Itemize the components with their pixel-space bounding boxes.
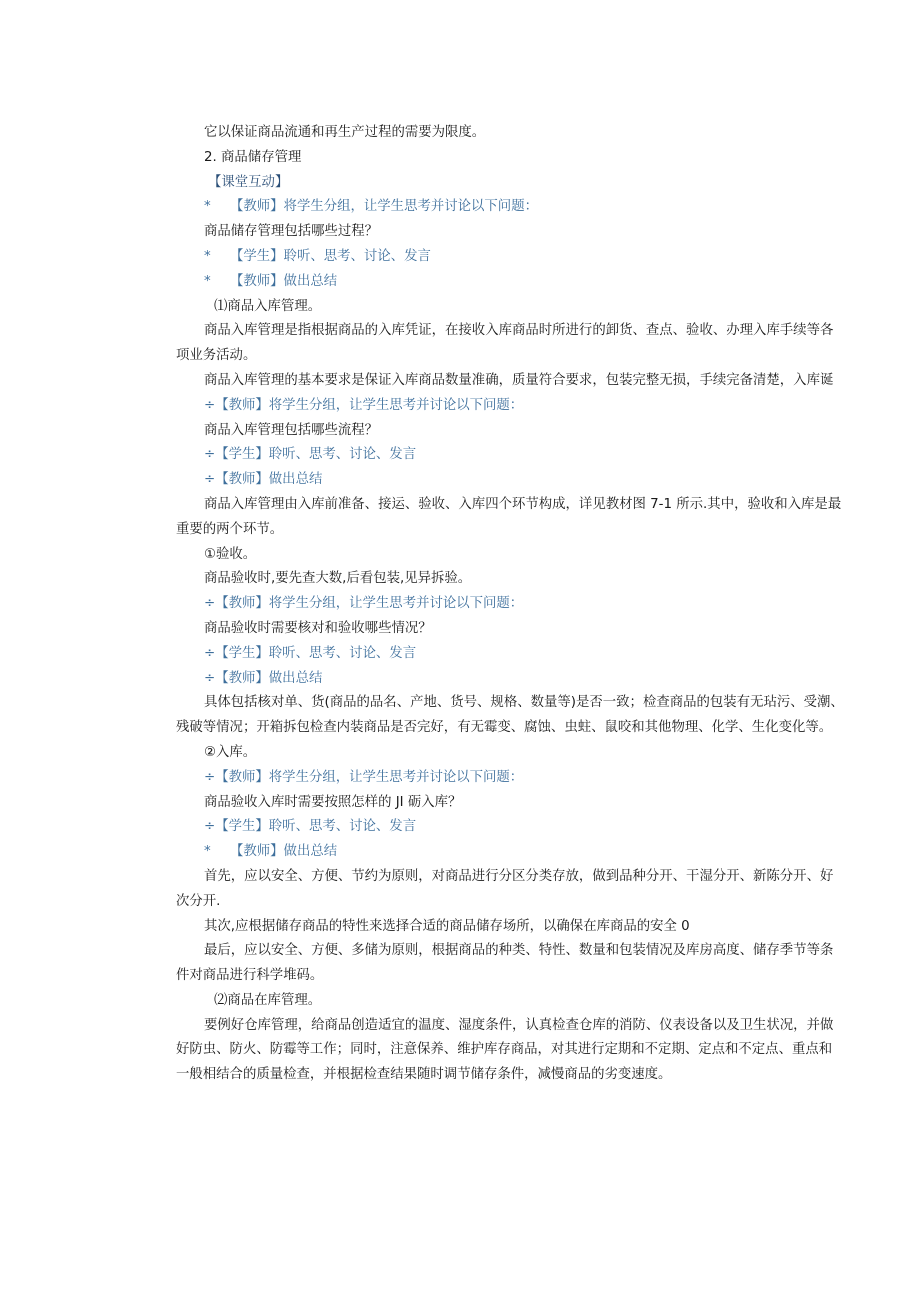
subsection-heading: ⑴商品入库管理。 <box>214 298 322 314</box>
item-heading: ②入库。 <box>204 744 257 760</box>
question: 商品验收入库时需要按照怎样的 JI 砺入库？ <box>204 794 462 810</box>
paragraph: 要例好仓库管理，给商品创造适宜的温度、湿度条件，认真检查仓库的消防、仪表设备以及卫生状况，并做好防虫、防火、防霉等工作；同时，注意保养、维护库存商品，对其进行定期和不定期、定点和不定点、重点和一般相结合的质量检查，并根据检查结果随时调节储存条件，减慢商品的劣变速度。 <box>176 1017 834 1083</box>
asterisk-bullet: * <box>204 844 211 860</box>
teacher-summary <box>176 270 844 295</box>
teacher-summary-text: 【教师】做出总结 <box>230 273 338 289</box>
document-body <box>176 121 844 1088</box>
paragraph: 商品入库管理的基本要求是保证入库商品数量准确，质量符合要求，包装完整无损，手续完备清楚，入库诞 <box>204 372 834 388</box>
teacher-summary-text: 【教师】做出总结 <box>230 844 338 860</box>
paragraph: 商品入库管理由入库前准备、接运、验收、入库四个环节构成，详见教材图 7-1 所示.其中，验收和入库是最重要的两个环节。 <box>176 496 842 537</box>
teacher-summary: ÷【教师】做出总结 <box>204 472 323 488</box>
paragraph: 商品验收时,要先查大数,后看包装,见异拆验。 <box>204 571 472 587</box>
teacher-summary: ÷【教师】做出总结 <box>204 670 323 686</box>
paragraph: 它以保证商品流通和再生产过程的需要为限度。 <box>204 125 486 140</box>
classroom-interaction-heading: 【课堂互动】 <box>208 174 289 190</box>
question: 商品入库管理包括哪些流程？ <box>204 422 379 438</box>
student-response: ÷【学生】聆听、思考、讨论、发言 <box>204 819 417 835</box>
asterisk-bullet: * <box>204 273 211 289</box>
teacher-summary <box>176 840 844 865</box>
student-response <box>176 245 844 270</box>
section-heading: 2. 商品储存管理 <box>204 149 302 165</box>
student-response: ÷【学生】聆听、思考、讨论、发言 <box>204 645 417 661</box>
question: 商品储存管理包括哪些过程？ <box>204 224 379 240</box>
teacher-prompt <box>176 195 844 220</box>
paragraph: 首先，应以安全、方便、节约为原则，对商品进行分区分类存放，做到品种分开、干湿分开、新陈分开、好次分开. <box>176 868 834 909</box>
item-heading: ①验收。 <box>204 546 257 562</box>
paragraph: 商品入库管理是指根据商品的入库凭证，在接收入库商品时所进行的卸货、查点、验收、办理入库手续等各项业务活动。 <box>176 323 834 364</box>
subsection-heading: ⑵商品在库管理。 <box>214 992 322 1008</box>
student-response: ÷【学生】聆听、思考、讨论、发言 <box>204 447 417 463</box>
teacher-prompt: ÷【教师】将学生分组，让学生思考并讨论以下问题： <box>204 397 524 413</box>
paragraph: 其次,应根据储存商品的特性来选择合适的商品储存场所，以确保在库商品的安全 0 <box>204 918 690 934</box>
asterisk-bullet: * <box>204 199 211 215</box>
paragraph: 最后，应以安全、方便、多储为原则，根据商品的种类、特性、数量和包装情况及库房高度、储存季节等条件对商品进行科学堆码。 <box>176 943 834 984</box>
teacher-prompt-text: 【教师】将学生分组，让学生思考并讨论以下问题： <box>230 199 538 215</box>
paragraph: 具体包括核对单、货(商品的品名、产地、货号、规格、数量等)是否一致；检查商品的包装有无玷污、受潮、残破等情况；开箱拆包检查内装商品是否完好，有无霉变、腐蚀、虫蛀、鼠咬和其他物理、化学、生化变化等。 <box>176 695 844 736</box>
teacher-prompt: ÷【教师】将学生分组，让学生思考并讨论以下问题： <box>204 596 524 612</box>
teacher-prompt: ÷【教师】将学生分组，让学生思考并讨论以下问题： <box>204 769 524 785</box>
student-response-text: 【学生】聆听、思考、讨论、发言 <box>230 248 431 264</box>
asterisk-bullet: * <box>204 248 211 264</box>
question: 商品验收时需要核对和验收哪些情况？ <box>204 620 432 636</box>
